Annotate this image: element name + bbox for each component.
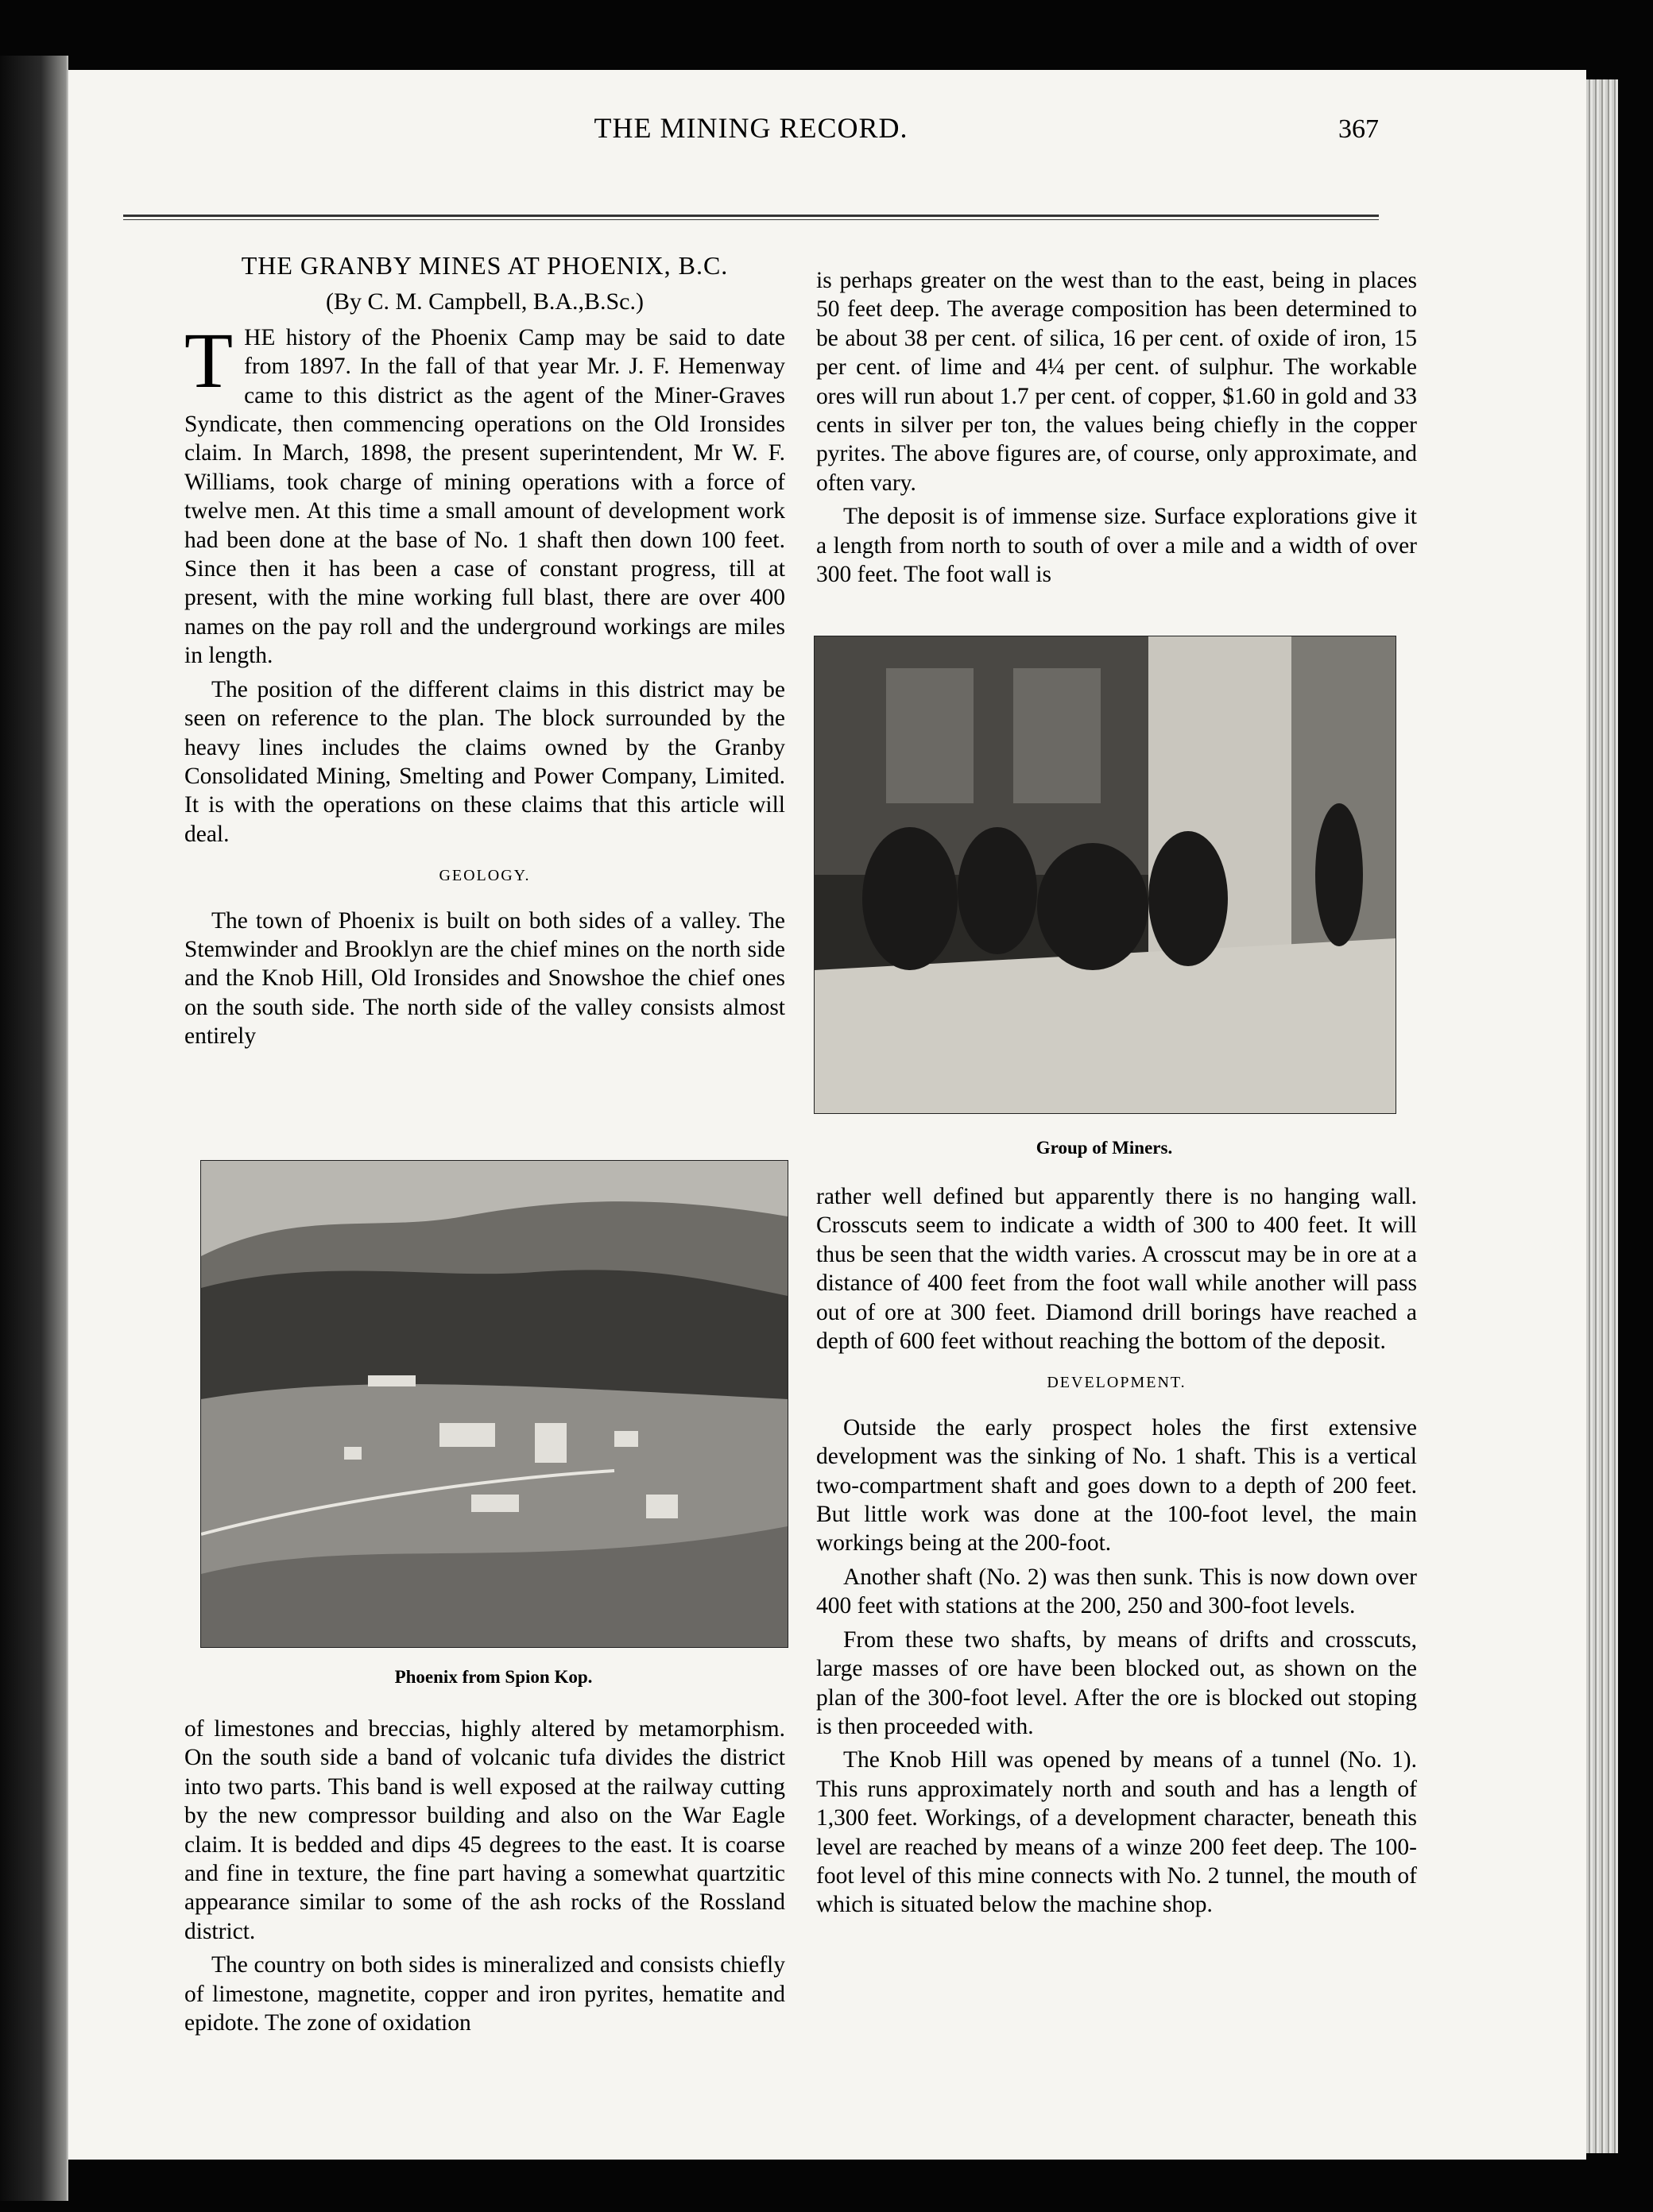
paragraph: The country on both sides is mineralized and consists chiefly of limestone, magnetite, copper and iron pyrites, hematite and epidote. The zone of oxidation [184, 1952, 785, 2036]
article-byline: (By C. M. Campbell, B.A.,B.Sc.) [325, 288, 644, 315]
running-header [123, 111, 1379, 153]
paragraph: Outside the early prospect holes the first extensive development was the sinking of No. 1 shaft. This is a vertical two-compartment shaft and goes down to a depth of 200 feet. But little work was done at the 100-foot level, the main workings being at the 200-foot. [816, 1414, 1417, 1557]
photo-group-of-miners [814, 636, 1396, 1114]
paragraph: The deposit is of immense size. Surface explorations give it a length from north to south of over a mile and a width of over 300 feet. The foot wall is [816, 504, 1417, 588]
article-title: THE GRANBY MINES AT PHOENIX, B.C. [241, 251, 729, 280]
caption-phoenix: Phoenix from Spion Kop. [394, 1667, 593, 1687]
caption-miners: Group of Miners. [1036, 1138, 1173, 1158]
photo-phoenix-from-spion-kop [200, 1160, 788, 1648]
paragraph: The position of the different claims in this district may be seen on reference to the plan. The block surrounded by the heavy lines includes the claims owned by the Granby Consolidated Mining, Smelting and Power Company, Limited. It is with the operations on these claims that this article will deal. [184, 676, 785, 847]
right-column-lower [816, 1182, 1417, 1924]
running-title: THE MINING RECORD. [594, 112, 908, 144]
paragraph: Another shaft (No. 2) was then sunk. This is now down over 400 feet with stations at the 200, 250 and 300-foot levels. [816, 1564, 1417, 1619]
paragraph: of limestones and breccias, highly altered by metamorphism. On the south side a band of volcanic tufa divides the district into two parts. This band is well exposed at the railway cutting by the new compressor building and also on the War Eagle claim. It is bedded and dips 45 degrees to the east. It is coarse and fine in texture, the fine part having a somewhat quartzitic appearance similar to some of the ash rocks of the Rossland district. [184, 1716, 785, 1944]
paragraph: From these two shafts, by means of drifts and crosscuts, large masses of ore have been blocked out, as shown on the plan of the 300-foot level. After the ore is blocked out stoping is then proceeded with. [816, 1626, 1417, 1739]
section-heading-geology: GEOLOGY. [439, 867, 531, 885]
paragraph: is perhaps greater on the west than to the east, being in places 50 feet deep. The average composition has been determined to be about 38 per cent. of silica, 16 per cent. of oxide of iron, 15 per cent. of lime and 4¼ per cent. of sulphur. The workable ores will run about 1.7 per cent. of copper, $1.60 in gold and 33 cents in silver per ton, the values being chiefly in the copper pyrites. The above figures are, of course, only approximate, and often vary. [816, 268, 1417, 496]
page-number: 367 [1338, 114, 1379, 144]
header-rule-thin [123, 219, 1379, 220]
header-rule [123, 215, 1379, 217]
paragraph: rather well defined but apparently there is no hanging wall. Crosscuts seem to indicate a width of 300 to 400 feet. It will thus be seen that the width varies. A crosscut may be in ore at a distance of 400 feet from the foot wall while another will pass out of ore at 300 feet. Diamond drill borings have reached a depth of 600 feet without reaching the bottom of the deposit. [816, 1184, 1417, 1355]
miners-image [815, 636, 1396, 1113]
paragraph: The town of Phoenix is built on both sides of a valley. The Stemwinder and Brooklyn are the chief mines on the north side and the Knob Hill, Old Ironsides and Snowshoe the chief ones on the south side. The north side of the valley consists almost entirely [184, 907, 785, 1050]
left-column-lower [184, 1715, 785, 2042]
section-heading-development: DEVELOPMENT. [1047, 1374, 1187, 1392]
drop-cap: T [184, 315, 234, 404]
paragraph: The Knob Hill was opened by means of a tunnel (No. 1). This runs approximately north and south and has a length of 1,300 feet. Workings, of a development character, beneath this level are reached by means of a winze 200 feet deep. The 100-foot level of this mine connects with No. 2 tunnel, the mouth of which is situated below the machine shop. [816, 1747, 1417, 1918]
paragraph: THE history of the Phoenix Camp may be said to date from 1897. In the fall of that year Mr. J. F. Hemenway came to this district as the agent of the Miner-Graves Syndicate, then commencing operations on the Old Ironsides claim. In March, 1898, the present superintendent, Mr W. F. Williams, took charge of mining operations with a force of twelve men. At this time a small amount of development work had been done at the base of No. 1 shaft then down 100 feet. Since then it has been a case of constant progress, till at present, with the mine working full blast, there are over 400 names on the pay roll and the underground workings are miles in length. [184, 315, 785, 669]
phoenix-landscape-image [201, 1161, 788, 1647]
page-stack-edge [1586, 79, 1618, 2153]
right-column-upper [816, 266, 1417, 594]
binding-shadow [0, 56, 68, 2201]
left-column-upper [184, 251, 785, 1056]
